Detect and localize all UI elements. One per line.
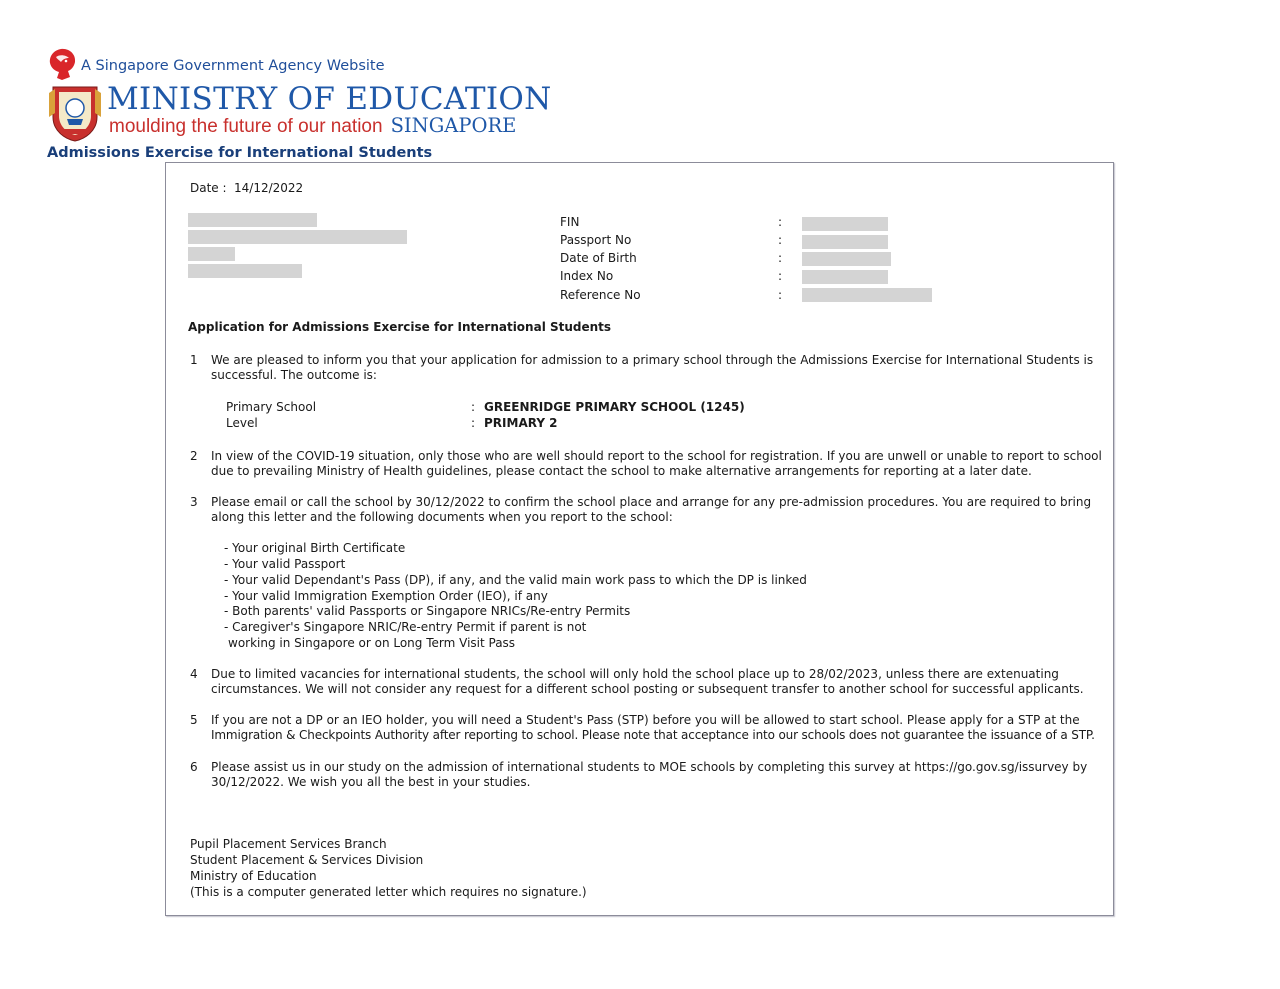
gov-banner-text: A Singapore Government Agency Website	[81, 58, 385, 74]
para-2-line: In view of the COVID-19 situation, only those who are well should report to the school for registration. If you are unwell or unable to report to school	[211, 449, 1102, 463]
gov-banner	[47, 47, 385, 81]
signature-line: Ministry of Education	[190, 869, 317, 883]
para-1-line: We are pleased to inform you that your application for admission to a primary school through the Admissions Exercise for International Students is	[211, 353, 1094, 367]
para-number: 1	[190, 353, 198, 367]
para-6-line: 30/12/2022. We wish you all the best in your studies.	[211, 775, 531, 789]
list-item: - Your original Birth Certificate	[224, 541, 406, 555]
para-number: 6	[190, 760, 198, 774]
outcome-level: PRIMARY 2	[484, 416, 558, 430]
redacted-value	[802, 252, 891, 266]
moe-title: MINISTRY OF EDUCATION	[107, 81, 552, 117]
letter-frame	[165, 162, 1114, 916]
id-field-label: Index No	[560, 269, 614, 283]
para-number: 4	[190, 667, 198, 681]
redacted-value	[802, 217, 888, 231]
list-item: - Both parents' valid Passports or Singapore NRICs/Re-entry Permits	[224, 604, 631, 618]
id-field-sep: :	[778, 269, 783, 283]
date-value: 14/12/2022	[234, 181, 304, 195]
outcome-school: GREENRIDGE PRIMARY SCHOOL (1245)	[484, 400, 745, 414]
outcome-sep: :	[471, 416, 476, 430]
moe-logo	[47, 83, 552, 143]
signature-note: (This is a computer generated letter which requires no signature.)	[190, 885, 587, 899]
list-item: - Caregiver's Singapore NRIC/Re-entry Permit if parent is not	[224, 620, 587, 634]
id-field-label: Reference No	[560, 288, 641, 302]
para-2-line: due to prevailing Ministry of Health guidelines, please contact the school to make alternative arrangements for reporting at a later date.	[211, 464, 1032, 478]
list-item: working in Singapore or on Long Term Visit Pass	[228, 636, 516, 650]
list-item: - Your valid Passport	[224, 557, 346, 571]
para-number: 3	[190, 495, 198, 509]
redacted-address-line	[188, 247, 235, 261]
letter-subject: Application for Admissions Exercise for International Students	[188, 320, 612, 334]
signature-line: Student Placement & Services Division	[190, 853, 424, 867]
id-field-sep: :	[778, 251, 783, 265]
redacted-address-line	[188, 264, 302, 278]
list-item: - Your valid Dependant's Pass (DP), if any, and the valid main work pass to which the DP is linked	[224, 573, 807, 587]
outcome-label: Primary School	[226, 400, 317, 414]
id-field-sep: :	[778, 288, 783, 302]
para-4-line: circumstances. We will not consider any request for a different school posting or subsequent transfer to another school for successful applicants.	[211, 682, 1084, 696]
redacted-value	[802, 270, 888, 284]
para-number: 5	[190, 713, 198, 727]
moe-crest-icon	[47, 83, 103, 143]
list-item: - Your valid Immigration Exemption Order (IEO), if any	[224, 589, 548, 603]
date-label: Date :	[190, 181, 227, 195]
signature-line: Pupil Placement Services Branch	[190, 837, 387, 851]
para-3-line: along this letter and the following documents when you report to the school:	[211, 510, 673, 524]
outcome-sep: :	[471, 400, 476, 414]
para-3-line: Please email or call the school by 30/12/2022 to confirm the school place and arrange for any pre-admission procedures. You are required to bring	[211, 495, 1092, 509]
id-field-label: FIN	[560, 215, 580, 229]
id-field-label: Passport No	[560, 233, 632, 247]
id-field-sep: :	[778, 233, 783, 247]
outcome-label: Level	[226, 416, 258, 430]
redacted-value	[802, 235, 888, 249]
moe-tagline: moulding the future of our nation	[109, 116, 383, 137]
para-4-line: Due to limited vacancies for international students, the school will only hold the school place up to 28/02/2023, unless there are extenuating	[211, 667, 1059, 681]
id-field-sep: :	[778, 215, 783, 229]
page-title: Admissions Exercise for International Students	[47, 145, 433, 161]
moe-country: SINGAPORE	[390, 114, 517, 137]
redacted-address-line	[188, 230, 407, 244]
lion-head-icon	[47, 47, 77, 81]
redacted-name	[188, 213, 317, 227]
para-5-line: If you are not a DP or an IEO holder, you will need a Student's Pass (STP) before you will be allowed to start school. Please apply for a STP at the	[211, 713, 1080, 727]
para-6-line: Please assist us in our study on the admission of international students to MOE schools by completing this survey at https://go.gov.sg/issurvey by	[211, 760, 1088, 774]
para-1-line: successful. The outcome is:	[211, 368, 377, 382]
id-field-label: Date of Birth	[560, 251, 637, 265]
para-number: 2	[190, 449, 198, 463]
para-5-line: Immigration & Checkpoints Authority after reporting to school. Please note that acceptance into our schools does not guarantee the issuance of a STP.	[211, 728, 1095, 742]
redacted-value	[802, 288, 932, 302]
